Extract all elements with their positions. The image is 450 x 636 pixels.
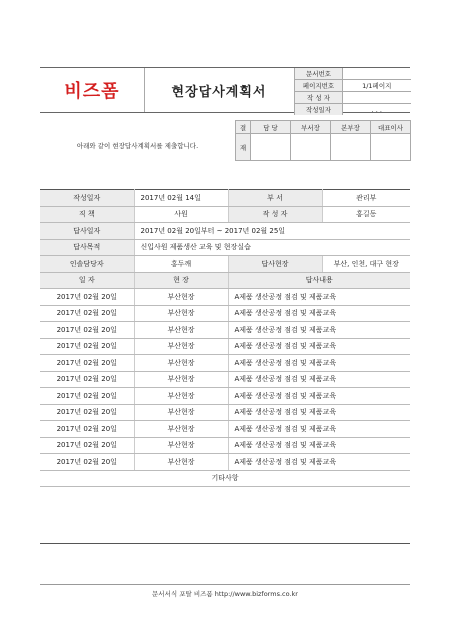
intro-text: 아래와 같이 현장답사계획서를 제출합니다. (76, 141, 199, 150)
remarks-input[interactable] (40, 487, 410, 544)
schedule-header-row (40, 272, 410, 289)
approval-role-ceo: 대표이사 (371, 121, 411, 134)
schedule-date[interactable]: 2017년 02월 20일 (40, 338, 134, 355)
schedule-site[interactable]: 부산현장 (134, 388, 228, 405)
footer-text: 문서서식 포탈 비즈폼 http://www.bizforms.co.kr (40, 584, 410, 598)
schedule-header-content: 답사내용 (228, 272, 410, 289)
document-header (40, 67, 410, 113)
table-row (40, 355, 410, 372)
meta-value[interactable] (343, 68, 411, 80)
schedule-content[interactable]: A제품 생산공정 점검 및 제품교육 (228, 322, 410, 339)
approval-role-manager: 담 당 (251, 121, 291, 134)
document-title: 현장답사계획서 (171, 84, 267, 100)
schedule-content[interactable]: A제품 생산공정 점검 및 제품교육 (228, 404, 410, 421)
meta-row-doc-number (295, 68, 411, 80)
approval-side-label: 재 (236, 134, 251, 161)
purpose-value[interactable]: 신입사원 제품생산 교육 및 현장실습 (134, 239, 410, 256)
dept-value[interactable]: 관리부 (322, 190, 410, 207)
meta-value[interactable] (343, 92, 411, 104)
approval-role-division-head: 본부장 (331, 121, 371, 134)
schedule-date[interactable]: 2017년 02월 20일 (40, 355, 134, 372)
meta-row-writer (295, 92, 411, 104)
position-label: 직 책 (40, 206, 134, 223)
schedule-site[interactable]: 부산현장 (134, 305, 228, 322)
meta-row-date (295, 104, 411, 116)
remarks-header-row (40, 470, 410, 487)
approval-sign-box[interactable] (371, 134, 411, 161)
date-label: 작성일자 (40, 190, 134, 207)
remarks-body-row (40, 487, 410, 544)
schedule-date[interactable]: 2017년 02월 20일 (40, 454, 134, 471)
date-value[interactable]: 2017년 02월 14일 (134, 190, 228, 207)
schedule-site[interactable]: 부산현장 (134, 371, 228, 388)
approval-side-label: 결 (236, 121, 251, 134)
table-row (40, 371, 410, 388)
schedule-date[interactable]: 2017년 02월 20일 (40, 421, 134, 438)
writer-value[interactable]: 홍길동 (322, 206, 410, 223)
table-row (40, 454, 410, 471)
approval-sign-box[interactable] (251, 134, 291, 161)
schedule-site[interactable]: 부산현장 (134, 437, 228, 454)
schedule-content[interactable]: A제품 생산공정 점검 및 제품교육 (228, 355, 410, 372)
table-row (40, 388, 410, 405)
schedule-site[interactable]: 부산현장 (134, 404, 228, 421)
info-row (40, 190, 410, 207)
purpose-label: 답사목적 (40, 239, 134, 256)
site-label: 답사현장 (228, 256, 322, 273)
site-value[interactable]: 부산, 인천, 대구 현장 (322, 256, 410, 273)
schedule-site[interactable]: 부산현장 (134, 289, 228, 306)
schedule-date[interactable]: 2017년 02월 20일 (40, 289, 134, 306)
approval-sign-box[interactable] (291, 134, 331, 161)
meta-value[interactable]: . . . (343, 104, 411, 116)
period-label: 답사일자 (40, 223, 134, 240)
period-value[interactable]: 2017년 02월 20일부터 ~ 2017년 02월 25일 (134, 223, 410, 240)
schedule-content[interactable]: A제품 생산공정 점검 및 제품교육 (228, 388, 410, 405)
document-meta-table (294, 68, 411, 115)
schedule-content[interactable]: A제품 생산공정 점검 및 제품교육 (228, 371, 410, 388)
info-row (40, 239, 410, 256)
schedule-content[interactable]: A제품 생산공정 점검 및 제품교육 (228, 338, 410, 355)
approval-box (235, 120, 411, 161)
table-row (40, 404, 410, 421)
meta-value[interactable]: 1/1페이지 (343, 80, 411, 92)
meta-label: 페이지번호 (295, 80, 343, 92)
remarks-label: 기타사항 (40, 470, 410, 487)
schedule-site[interactable]: 부산현장 (134, 338, 228, 355)
table-row (40, 437, 410, 454)
approval-role-dept-head: 부서장 (291, 121, 331, 134)
schedule-site[interactable]: 부산현장 (134, 322, 228, 339)
approval-sign-box[interactable] (331, 134, 371, 161)
leader-value[interactable]: 홍두깨 (134, 256, 228, 273)
meta-label: 문서번호 (295, 68, 343, 80)
table-row (40, 421, 410, 438)
schedule-content[interactable]: A제품 생산공정 점검 및 제품교육 (228, 437, 410, 454)
schedule-site[interactable]: 부산현장 (134, 421, 228, 438)
schedule-content[interactable]: A제품 생산공정 점검 및 제품교육 (228, 305, 410, 322)
schedule-date[interactable]: 2017년 02월 20일 (40, 388, 134, 405)
info-row (40, 256, 410, 273)
meta-label: 작 성 자 (295, 92, 343, 104)
schedule-content[interactable]: A제품 생산공정 점검 및 제품교육 (228, 454, 410, 471)
bizforms-logo: 비즈폼 (40, 68, 145, 112)
writer-label: 작 성 자 (228, 206, 322, 223)
table-row (40, 322, 410, 339)
table-row (40, 338, 410, 355)
leader-label: 인솔담당자 (40, 256, 134, 273)
schedule-content[interactable]: A제품 생산공정 점검 및 제품교육 (228, 421, 410, 438)
schedule-site[interactable]: 부산현장 (134, 454, 228, 471)
schedule-content[interactable]: A제품 생산공정 점검 및 제품교육 (228, 289, 410, 306)
meta-row-page-number (295, 80, 411, 92)
schedule-header-date: 일 자 (40, 272, 134, 289)
info-row (40, 206, 410, 223)
schedule-date[interactable]: 2017년 02월 20일 (40, 322, 134, 339)
schedule-date[interactable]: 2017년 02월 20일 (40, 305, 134, 322)
schedule-date[interactable]: 2017년 02월 20일 (40, 437, 134, 454)
schedule-site[interactable]: 부산현장 (134, 355, 228, 372)
inspection-plan-table (40, 189, 410, 544)
position-value[interactable]: 사원 (134, 206, 228, 223)
schedule-date[interactable]: 2017년 02월 20일 (40, 404, 134, 421)
meta-label: 작성일자 (295, 104, 343, 116)
schedule-date[interactable]: 2017년 02월 20일 (40, 371, 134, 388)
info-row (40, 223, 410, 240)
dept-label: 부 서 (228, 190, 322, 207)
table-row (40, 305, 410, 322)
schedule-header-site: 현 장 (134, 272, 228, 289)
table-row (40, 289, 410, 306)
